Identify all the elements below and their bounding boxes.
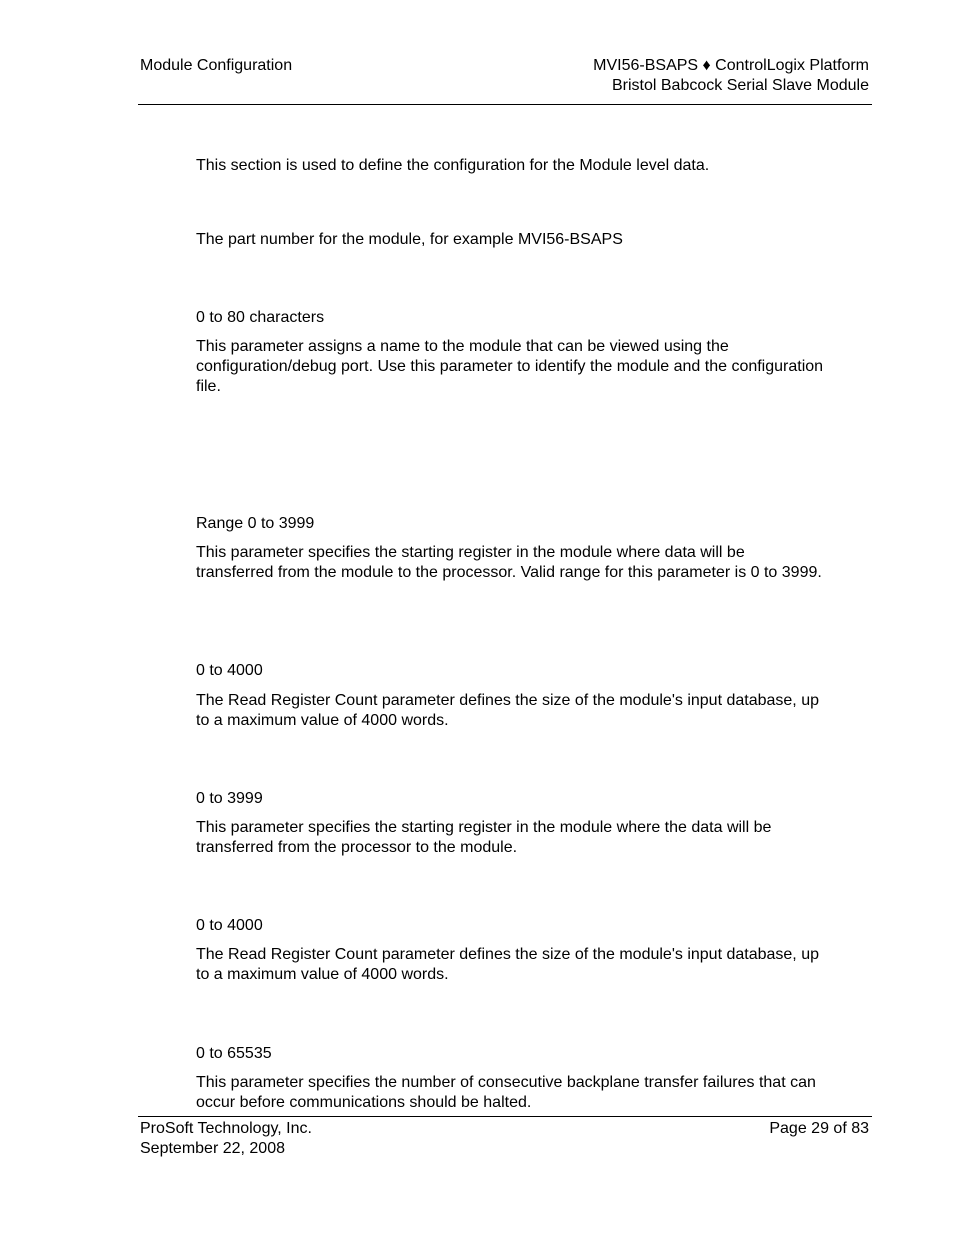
write-count-description: The Read Register Count parameter defines the size of the module's input database, up to a maximum value of 4000 words. (196, 946, 819, 983)
fail-count-range: 0 to 65535 (196, 1045, 272, 1062)
footer-company-info (140, 1119, 312, 1159)
header-product-info (593, 56, 869, 96)
header-product-subtitle: Bristol Babcock Serial Slave Module (611, 77, 869, 94)
header-section-title: Module Configuration (140, 57, 293, 74)
write-start-range: 0 to 3999 (196, 790, 263, 807)
module-name-range: 0 to 80 characters (196, 309, 325, 326)
read-count-description: The Read Register Count parameter defines the size of the module's input database, up to a maximum value of 4000 words. (196, 692, 819, 729)
header-rule (138, 104, 872, 105)
read-start-range: Range 0 to 3999 (196, 515, 315, 532)
footer-page-number: Page 29 of 83 (769, 1120, 869, 1137)
footer-company: ProSoft Technology, Inc. (140, 1120, 312, 1137)
read-start-description: This parameter specifies the starting register in the module where data will be transferred from the module to the processor. Valid range for this parameter is 0 to 3999. (196, 544, 822, 581)
footer-date: September 22, 2008 (140, 1140, 285, 1157)
footer-rule (138, 1116, 872, 1117)
header-product-line: MVI56-BSAPS ♦ ControlLogix Platform (593, 57, 869, 74)
module-name-description: This parameter assigns a name to the module that can be viewed using the configuration/debug port. Use this parameter to identify the module and the configuration file. (196, 338, 824, 395)
fail-count-description: This parameter specifies the number of consecutive backplane transfer failures that can occur before communications should be halted. (196, 1074, 816, 1111)
module-type-description: The part number for the module, for example MVI56-BSAPS (196, 231, 623, 248)
write-count-range: 0 to 4000 (196, 917, 263, 934)
intro-text: This section is used to define the configuration for the Module level data. (196, 157, 710, 174)
read-count-range: 0 to 4000 (196, 662, 263, 679)
write-start-description: This parameter specifies the starting register in the module where the data will be transferred from the processor to the module. (196, 819, 772, 856)
